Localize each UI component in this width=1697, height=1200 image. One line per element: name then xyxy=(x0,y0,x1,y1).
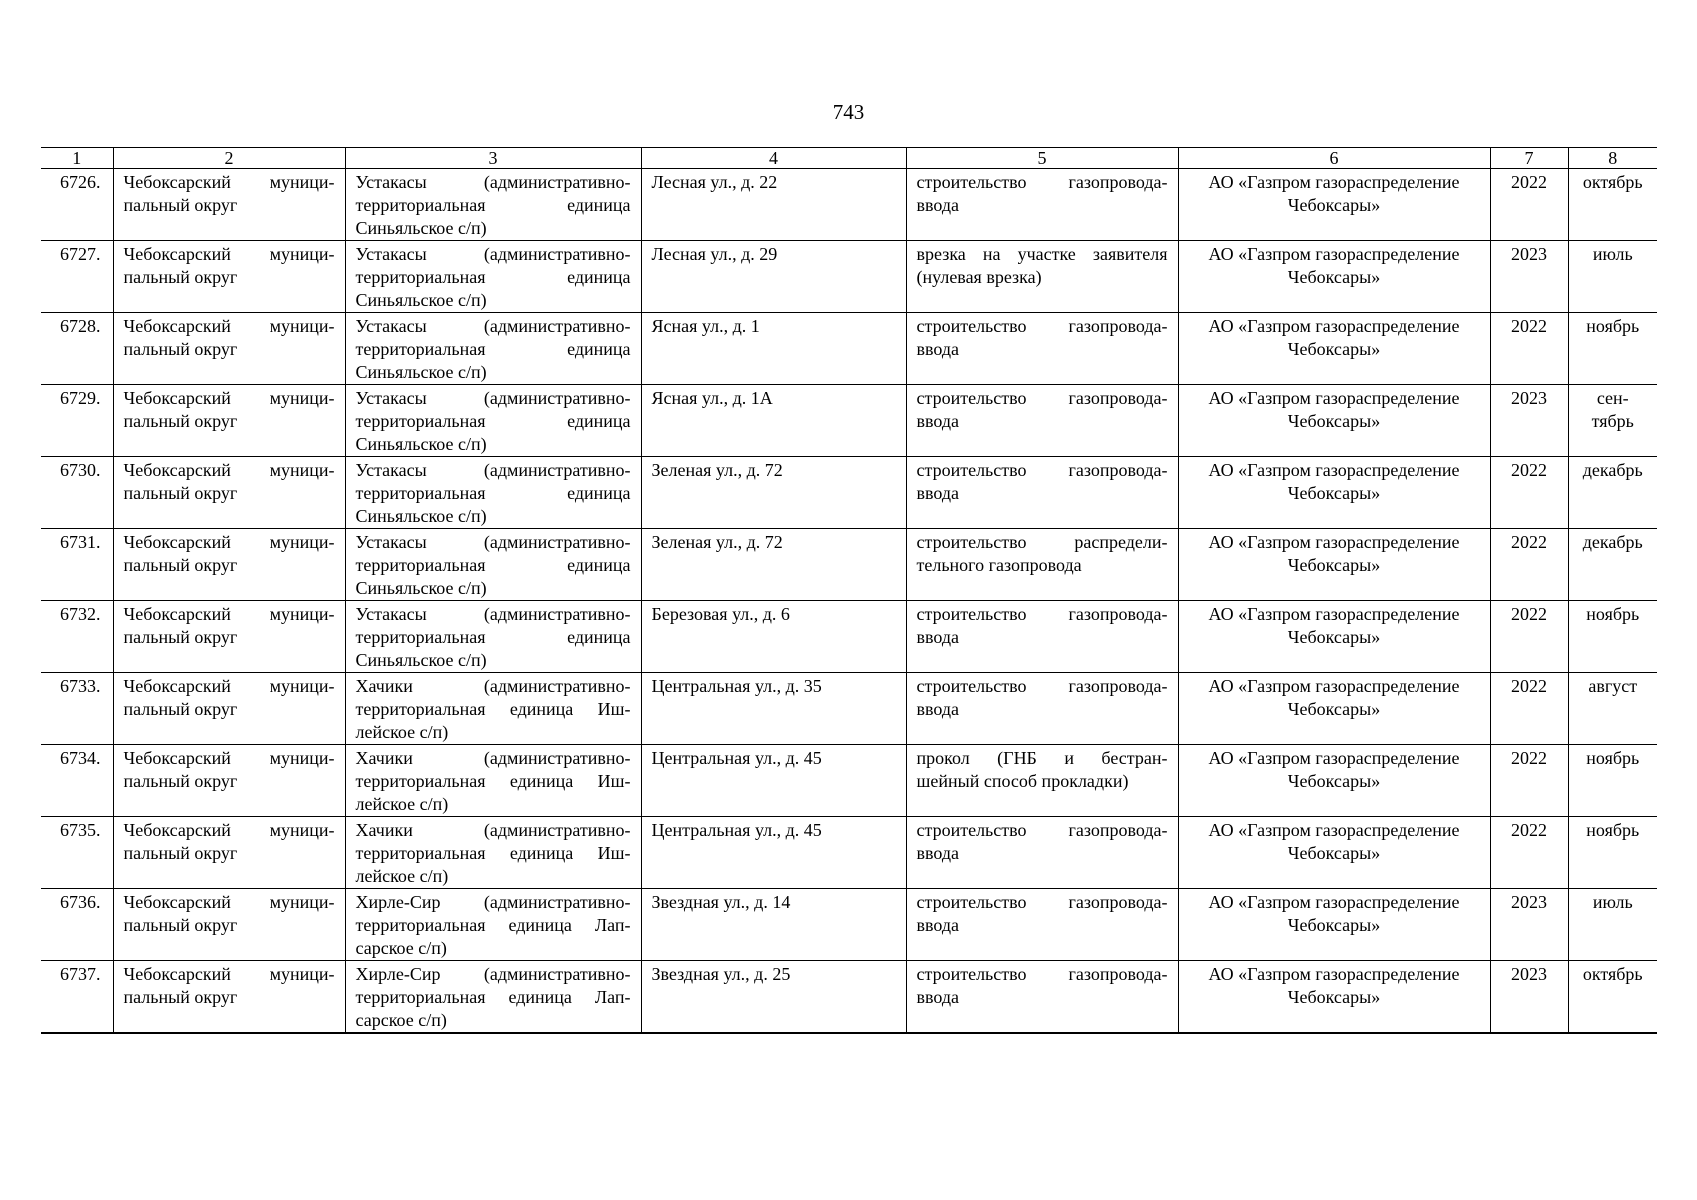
year-text: 2022 xyxy=(1511,316,1547,336)
month-line: октябрь xyxy=(1582,172,1643,192)
settlement-cell xyxy=(345,601,641,673)
year-text: 2023 xyxy=(1511,892,1547,912)
table-row xyxy=(41,889,1657,961)
settlement-cell xyxy=(345,961,641,1034)
district-line: Чебоксарский муници- xyxy=(123,604,335,624)
year-text: 2022 xyxy=(1511,748,1547,768)
year-cell xyxy=(1490,457,1568,529)
row-number xyxy=(41,817,113,889)
work-type-line: ввода xyxy=(916,483,960,503)
month-line: тябрь xyxy=(1591,411,1634,431)
settlement-line: Синьяльское с/п) xyxy=(355,650,487,670)
column-number-row xyxy=(41,148,1657,169)
address-cell xyxy=(641,529,906,601)
row-number-text: 6733. xyxy=(60,676,101,696)
work-type-line: строительство газопровода- xyxy=(916,172,1168,192)
work-type-line: ввода xyxy=(916,339,960,359)
organization-line: АО «Газпром газораспределение xyxy=(1208,388,1460,408)
row-number xyxy=(41,529,113,601)
month-cell xyxy=(1568,313,1657,385)
row-number xyxy=(41,673,113,745)
settlement-line: Синьяльское с/п) xyxy=(355,218,487,238)
organization-line: Чебоксары» xyxy=(1287,987,1381,1007)
row-number-text: 6729. xyxy=(60,388,101,408)
table-row xyxy=(41,673,1657,745)
organization-line: Чебоксары» xyxy=(1287,627,1381,647)
row-number-text: 6737. xyxy=(60,964,101,984)
year-cell xyxy=(1490,745,1568,817)
row-number-text: 6727. xyxy=(60,244,101,264)
row-number-text: 6735. xyxy=(60,820,101,840)
settlement-cell xyxy=(345,817,641,889)
table-row xyxy=(41,385,1657,457)
settlement-line: Устакасы (административно- xyxy=(355,532,631,552)
settlement-line: Устакасы (административно- xyxy=(355,604,631,624)
settlement-cell xyxy=(345,457,641,529)
organization-cell xyxy=(1178,241,1490,313)
organization-line: Чебоксары» xyxy=(1287,843,1381,863)
organization-line: Чебоксары» xyxy=(1287,915,1381,935)
month-line: декабрь xyxy=(1582,460,1643,480)
settlement-line: Устакасы (административно- xyxy=(355,316,631,336)
settlement-line: территориальная единица Иш- xyxy=(355,771,631,791)
month-cell xyxy=(1568,745,1657,817)
work-type-line: ввода xyxy=(916,627,960,647)
table-row xyxy=(41,169,1657,241)
district-cell xyxy=(113,745,345,817)
table-row xyxy=(41,817,1657,889)
row-number-text: 6728. xyxy=(60,316,101,336)
work-type-line: строительство газопровода- xyxy=(916,892,1168,912)
district-cell xyxy=(113,241,345,313)
work-type-line: (нулевая врезка) xyxy=(916,267,1042,287)
district-cell xyxy=(113,385,345,457)
settlement-line: территориальная единица xyxy=(355,627,631,647)
gasification-table xyxy=(41,147,1657,1034)
settlement-line: территориальная единица xyxy=(355,411,631,431)
row-number xyxy=(41,313,113,385)
district-line: пальный округ xyxy=(123,915,238,935)
settlement-line: Хачики (административно- xyxy=(355,676,631,696)
district-line: пальный округ xyxy=(123,555,238,575)
settlement-cell xyxy=(345,241,641,313)
work-type-cell xyxy=(906,385,1178,457)
district-line: пальный округ xyxy=(123,411,238,431)
month-line: ноябрь xyxy=(1586,316,1640,336)
organization-cell xyxy=(1178,889,1490,961)
column-header: 8 xyxy=(1568,148,1657,169)
row-number xyxy=(41,385,113,457)
work-type-cell xyxy=(906,673,1178,745)
month-cell xyxy=(1568,529,1657,601)
column-header: 4 xyxy=(641,148,906,169)
year-cell xyxy=(1490,961,1568,1034)
address-text: Березовая ул., д. 6 xyxy=(651,604,790,624)
settlement-cell xyxy=(345,673,641,745)
column-header: 3 xyxy=(345,148,641,169)
settlement-line: Синьяльское с/п) xyxy=(355,506,487,526)
organization-line: АО «Газпром газораспределение xyxy=(1208,820,1460,840)
work-type-cell xyxy=(906,241,1178,313)
column-header: 7 xyxy=(1490,148,1568,169)
organization-line: АО «Газпром газораспределение xyxy=(1208,316,1460,336)
row-number-text: 6732. xyxy=(60,604,101,624)
district-cell xyxy=(113,313,345,385)
page-number: 743 xyxy=(832,100,865,124)
organization-cell xyxy=(1178,385,1490,457)
settlement-line: территориальная единица Лап- xyxy=(355,915,631,935)
table-row xyxy=(41,313,1657,385)
address-cell xyxy=(641,457,906,529)
year-text: 2022 xyxy=(1511,820,1547,840)
work-type-line: тельного газопровода xyxy=(916,555,1082,575)
row-number-text: 6731. xyxy=(60,532,101,552)
month-cell xyxy=(1568,169,1657,241)
settlement-line: Хачики (административно- xyxy=(355,820,631,840)
table-row xyxy=(41,745,1657,817)
organization-cell xyxy=(1178,745,1490,817)
settlement-line: Синьяльское с/п) xyxy=(355,434,487,454)
district-cell xyxy=(113,169,345,241)
month-cell xyxy=(1568,961,1657,1034)
year-text: 2022 xyxy=(1511,676,1547,696)
settlement-line: лейское с/п) xyxy=(355,722,449,742)
organization-line: АО «Газпром газораспределение xyxy=(1208,892,1460,912)
settlement-line: сарское с/п) xyxy=(355,1010,447,1030)
year-text: 2022 xyxy=(1511,604,1547,624)
organization-line: АО «Газпром газораспределение xyxy=(1208,172,1460,192)
district-line: пальный округ xyxy=(123,699,238,719)
settlement-cell xyxy=(345,385,641,457)
work-type-line: строительство газопровода- xyxy=(916,820,1168,840)
settlement-line: Хирле-Сир (административно- xyxy=(355,964,631,984)
month-cell xyxy=(1568,457,1657,529)
settlement-line: территориальная единица xyxy=(355,339,631,359)
organization-cell xyxy=(1178,961,1490,1034)
settlement-line: территориальная единица xyxy=(355,267,631,287)
district-line: Чебоксарский муници- xyxy=(123,172,335,192)
settlement-line: Устакасы (административно- xyxy=(355,388,631,408)
settlement-cell xyxy=(345,745,641,817)
month-line: июль xyxy=(1592,244,1633,264)
work-type-line: шейный способ прокладки) xyxy=(916,771,1129,791)
row-number xyxy=(41,961,113,1034)
settlement-line: лейское с/п) xyxy=(355,866,449,886)
organization-line: АО «Газпром газораспределение xyxy=(1208,964,1460,984)
address-cell xyxy=(641,241,906,313)
year-text: 2022 xyxy=(1511,172,1547,192)
settlement-line: Хачики (административно- xyxy=(355,748,631,768)
organization-line: Чебоксары» xyxy=(1287,339,1381,359)
settlement-line: территориальная единица Иш- xyxy=(355,843,631,863)
row-number-text: 6736. xyxy=(60,892,101,912)
address-text: Центральная ул., д. 45 xyxy=(651,820,822,840)
row-number-text: 6730. xyxy=(60,460,101,480)
month-cell xyxy=(1568,385,1657,457)
settlement-line: Синьяльское с/п) xyxy=(355,290,487,310)
organization-line: Чебоксары» xyxy=(1287,555,1381,575)
address-cell xyxy=(641,745,906,817)
address-cell xyxy=(641,817,906,889)
settlement-line: Устакасы (административно- xyxy=(355,172,631,192)
organization-cell xyxy=(1178,529,1490,601)
district-cell xyxy=(113,817,345,889)
work-type-cell xyxy=(906,313,1178,385)
year-cell xyxy=(1490,313,1568,385)
settlement-cell xyxy=(345,313,641,385)
settlement-line: сарское с/п) xyxy=(355,938,447,958)
organization-line: АО «Газпром газораспределение xyxy=(1208,604,1460,624)
settlement-line: территориальная единица Иш- xyxy=(355,699,631,719)
district-line: Чебоксарский муници- xyxy=(123,244,335,264)
address-text: Ясная ул., д. 1 xyxy=(651,316,760,336)
district-line: Чебоксарский муници- xyxy=(123,532,335,552)
settlement-line: территориальная единица xyxy=(355,195,631,215)
address-text: Ясная ул., д. 1А xyxy=(651,388,773,408)
district-cell xyxy=(113,601,345,673)
organization-cell xyxy=(1178,817,1490,889)
year-cell xyxy=(1490,169,1568,241)
district-line: пальный округ xyxy=(123,771,238,791)
work-type-line: ввода xyxy=(916,987,960,1007)
month-cell xyxy=(1568,601,1657,673)
district-cell xyxy=(113,529,345,601)
settlement-line: территориальная единица xyxy=(355,483,631,503)
table-body xyxy=(41,169,1657,1034)
month-line: ноябрь xyxy=(1586,604,1640,624)
district-cell xyxy=(113,457,345,529)
month-cell xyxy=(1568,889,1657,961)
organization-line: АО «Газпром газораспределение xyxy=(1208,460,1460,480)
row-number-text: 6734. xyxy=(60,748,101,768)
district-line: пальный округ xyxy=(123,843,238,863)
district-line: пальный округ xyxy=(123,627,238,647)
row-number-text: 6726. xyxy=(60,172,101,192)
address-cell xyxy=(641,169,906,241)
year-cell xyxy=(1490,529,1568,601)
settlement-cell xyxy=(345,169,641,241)
organization-cell xyxy=(1178,673,1490,745)
organization-line: АО «Газпром газораспределение xyxy=(1208,244,1460,264)
district-line: Чебоксарский муници- xyxy=(123,820,335,840)
work-type-line: прокол (ГНБ и бестран- xyxy=(916,748,1168,768)
organization-cell xyxy=(1178,457,1490,529)
address-cell xyxy=(641,385,906,457)
table-row xyxy=(41,241,1657,313)
settlement-line: территориальная единица xyxy=(355,555,631,575)
organization-line: АО «Газпром газораспределение xyxy=(1208,748,1460,768)
table-row xyxy=(41,961,1657,1034)
work-type-line: ввода xyxy=(916,195,960,215)
organization-line: Чебоксары» xyxy=(1287,411,1381,431)
work-type-line: врезка на участке заявителя xyxy=(916,244,1168,264)
settlement-line: Синьяльское с/п) xyxy=(355,362,487,382)
row-number xyxy=(41,241,113,313)
address-cell xyxy=(641,673,906,745)
district-line: пальный округ xyxy=(123,987,238,1007)
address-text: Зеленая ул., д. 72 xyxy=(651,460,783,480)
column-header: 5 xyxy=(906,148,1178,169)
organization-line: Чебоксары» xyxy=(1287,483,1381,503)
row-number xyxy=(41,745,113,817)
address-cell xyxy=(641,313,906,385)
settlement-cell xyxy=(345,889,641,961)
settlement-line: лейское с/п) xyxy=(355,794,449,814)
work-type-line: строительство газопровода- xyxy=(916,388,1168,408)
organization-line: Чебоксары» xyxy=(1287,267,1381,287)
month-line: декабрь xyxy=(1582,532,1643,552)
work-type-line: строительство газопровода- xyxy=(916,316,1168,336)
district-line: Чебоксарский муници- xyxy=(123,316,335,336)
district-cell xyxy=(113,673,345,745)
work-type-line: ввода xyxy=(916,843,960,863)
district-line: Чебоксарский муници- xyxy=(123,676,335,696)
address-text: Лесная ул., д. 29 xyxy=(651,244,778,264)
year-cell xyxy=(1490,385,1568,457)
address-cell xyxy=(641,889,906,961)
month-cell xyxy=(1568,241,1657,313)
month-line: октябрь xyxy=(1582,964,1643,984)
work-type-cell xyxy=(906,601,1178,673)
month-line: ноябрь xyxy=(1586,820,1640,840)
settlement-line: территориальная единица Лап- xyxy=(355,987,631,1007)
year-cell xyxy=(1490,241,1568,313)
row-number xyxy=(41,169,113,241)
district-line: Чебоксарский муници- xyxy=(123,388,335,408)
address-text: Зеленая ул., д. 72 xyxy=(651,532,783,552)
district-cell xyxy=(113,961,345,1034)
work-type-line: строительство газопровода- xyxy=(916,604,1168,624)
column-header: 2 xyxy=(113,148,345,169)
year-text: 2022 xyxy=(1511,532,1547,552)
district-line: пальный округ xyxy=(123,339,238,359)
table-row xyxy=(41,601,1657,673)
district-line: Чебоксарский муници- xyxy=(123,748,335,768)
organization-line: Чебоксары» xyxy=(1287,699,1381,719)
settlement-line: Хирле-Сир (административно- xyxy=(355,892,631,912)
organization-cell xyxy=(1178,169,1490,241)
organization-cell xyxy=(1178,313,1490,385)
table-row xyxy=(41,529,1657,601)
district-line: Чебоксарский муници- xyxy=(123,892,335,912)
work-type-line: ввода xyxy=(916,411,960,431)
address-cell xyxy=(641,601,906,673)
year-text: 2023 xyxy=(1511,964,1547,984)
work-type-cell xyxy=(906,529,1178,601)
organization-line: Чебоксары» xyxy=(1287,771,1381,791)
work-type-line: ввода xyxy=(916,699,960,719)
organization-cell xyxy=(1178,601,1490,673)
organization-line: АО «Газпром газораспределение xyxy=(1208,676,1460,696)
work-type-line: ввода xyxy=(916,915,960,935)
year-cell xyxy=(1490,601,1568,673)
address-text: Лесная ул., д. 22 xyxy=(651,172,778,192)
work-type-cell xyxy=(906,457,1178,529)
month-cell xyxy=(1568,673,1657,745)
settlement-line: Синьяльское с/п) xyxy=(355,578,487,598)
table-row xyxy=(41,457,1657,529)
address-text: Звездная ул., д. 25 xyxy=(651,964,791,984)
district-line: пальный округ xyxy=(123,483,238,503)
row-number xyxy=(41,457,113,529)
column-header: 6 xyxy=(1178,148,1490,169)
year-cell xyxy=(1490,673,1568,745)
work-type-cell xyxy=(906,889,1178,961)
settlement-cell xyxy=(345,529,641,601)
address-text: Центральная ул., д. 45 xyxy=(651,748,822,768)
work-type-line: строительство газопровода- xyxy=(916,964,1168,984)
year-text: 2023 xyxy=(1511,388,1547,408)
work-type-line: строительство распредели- xyxy=(916,532,1168,552)
year-cell xyxy=(1490,889,1568,961)
district-line: Чебоксарский муници- xyxy=(123,964,335,984)
column-header: 1 xyxy=(41,148,113,169)
district-cell xyxy=(113,889,345,961)
organization-line: Чебоксары» xyxy=(1287,195,1381,215)
year-cell xyxy=(1490,817,1568,889)
settlement-line: Устакасы (административно- xyxy=(355,460,631,480)
month-line: ноябрь xyxy=(1586,748,1640,768)
month-line: сен- xyxy=(1596,388,1629,408)
settlement-line: Устакасы (административно- xyxy=(355,244,631,264)
year-text: 2023 xyxy=(1511,244,1547,264)
district-line: пальный округ xyxy=(123,267,238,287)
month-line: июль xyxy=(1592,892,1633,912)
row-number xyxy=(41,889,113,961)
work-type-cell xyxy=(906,817,1178,889)
year-text: 2022 xyxy=(1511,460,1547,480)
address-text: Звездная ул., д. 14 xyxy=(651,892,791,912)
month-line: август xyxy=(1588,676,1638,696)
organization-line: АО «Газпром газораспределение xyxy=(1208,532,1460,552)
work-type-line: строительство газопровода- xyxy=(916,460,1168,480)
work-type-line: строительство газопровода- xyxy=(916,676,1168,696)
address-text: Центральная ул., д. 35 xyxy=(651,676,822,696)
work-type-cell xyxy=(906,745,1178,817)
address-cell xyxy=(641,961,906,1034)
row-number xyxy=(41,601,113,673)
month-cell xyxy=(1568,817,1657,889)
work-type-cell xyxy=(906,169,1178,241)
district-line: Чебоксарский муници- xyxy=(123,460,335,480)
work-type-cell xyxy=(906,961,1178,1034)
district-line: пальный округ xyxy=(123,195,238,215)
